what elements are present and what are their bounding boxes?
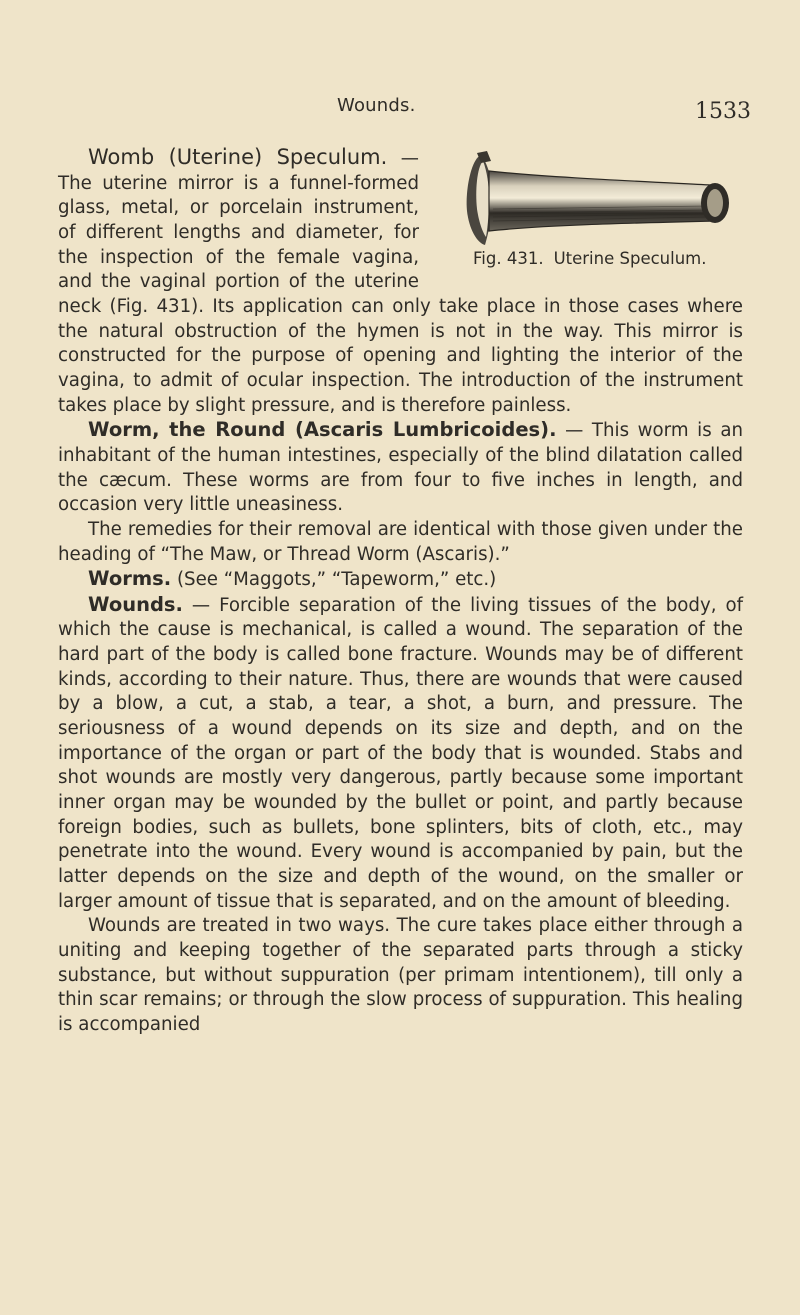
entry-text-wounds: — Forcible separation of the living tissues of the body, of which the cause is mechanical, is called a wound. The separation of the hard part of the body is called bone fracture. Wounds may be of different kinds, according to their nature. Thus, there are wounds that were caused by a blow, a cut, a stab, a tear, a shot, a burn, and pressure. The seriousness of a wound depends on its size and depth, and on the importance of the organ or part of the body that is wounded. Stabs and shot wounds are mostly very dangerous, partly because some important inner organ may be wounded by the bullet or point, and partly because foreign bodies, such as bullets, bone splinters, bits of cloth, etc., may penetrate into the wound. Every wound is accompanied by pain, but the latter depends on the size and depth of the wound, on the smaller or larger amount of tissue that is separated, and on the amount of bleeding.	[58, 594, 743, 912]
page-number: 1533	[695, 99, 751, 124]
body-text	[58, 145, 743, 1038]
figure-label: Fig. 431.	[473, 249, 544, 268]
entry-heading-worms: Worms.	[88, 567, 172, 591]
entry-worm-remedies: The remedies for their removal are identical with those given under the heading of “The Maw, or Thread Worm (Ascaris).”	[58, 518, 743, 565]
figure-caption-text: Uterine Speculum.	[553, 249, 707, 268]
entry-text-worm: — This worm is an inhabitant of the human intestines, especially of the blind dilatation called the cæcum. These worms are from four to five inches in length, and occasion very little uneasiness.	[58, 420, 743, 516]
uterine-speculum-illustration	[453, 151, 743, 247]
entry-text-womb: — The uterine mirror is a funnel-formed glass, metal, or porcelain instrument, of different lengths and diameter, for the inspection of the female vagina, and the vaginal portion of the uterine neck (Fig. 431). Its application can only take place in those cases where the natural obstruction of the hymen is not in the way. This mirror is constructed for the purpose of opening and lighting the interior of the vagina, to admit of ocular inspection. The introduction of the instrument takes place by slight pressure, and is therefore painless.	[58, 148, 743, 416]
entry-womb-speculum	[58, 145, 743, 418]
entry-text-worms: (See “Maggots,” “Tapeworm,” etc.)	[171, 569, 497, 591]
figure-431	[431, 151, 743, 269]
running-head: Wounds.	[337, 95, 416, 116]
entry-worms	[58, 567, 743, 593]
entry-wounds-treatment: Wounds are treated in two ways. The cure takes place either through a uniting and keeping together of the separated parts through a sticky substance, but without suppuration (per primam intentionem), till only a thin scar remains; or through the slow process of suppuration. This healing is accompanied	[58, 915, 743, 1035]
entry-wounds	[58, 593, 743, 915]
entry-heading-worm: Worm, the Round (Ascaris Lumbricoides).	[88, 418, 557, 442]
entry-heading-womb: Womb (Uterine) Speculum.	[88, 145, 388, 169]
figure-caption	[443, 247, 707, 272]
entry-heading-wounds: Wounds.	[88, 592, 183, 616]
entry-worm-round	[58, 418, 743, 518]
